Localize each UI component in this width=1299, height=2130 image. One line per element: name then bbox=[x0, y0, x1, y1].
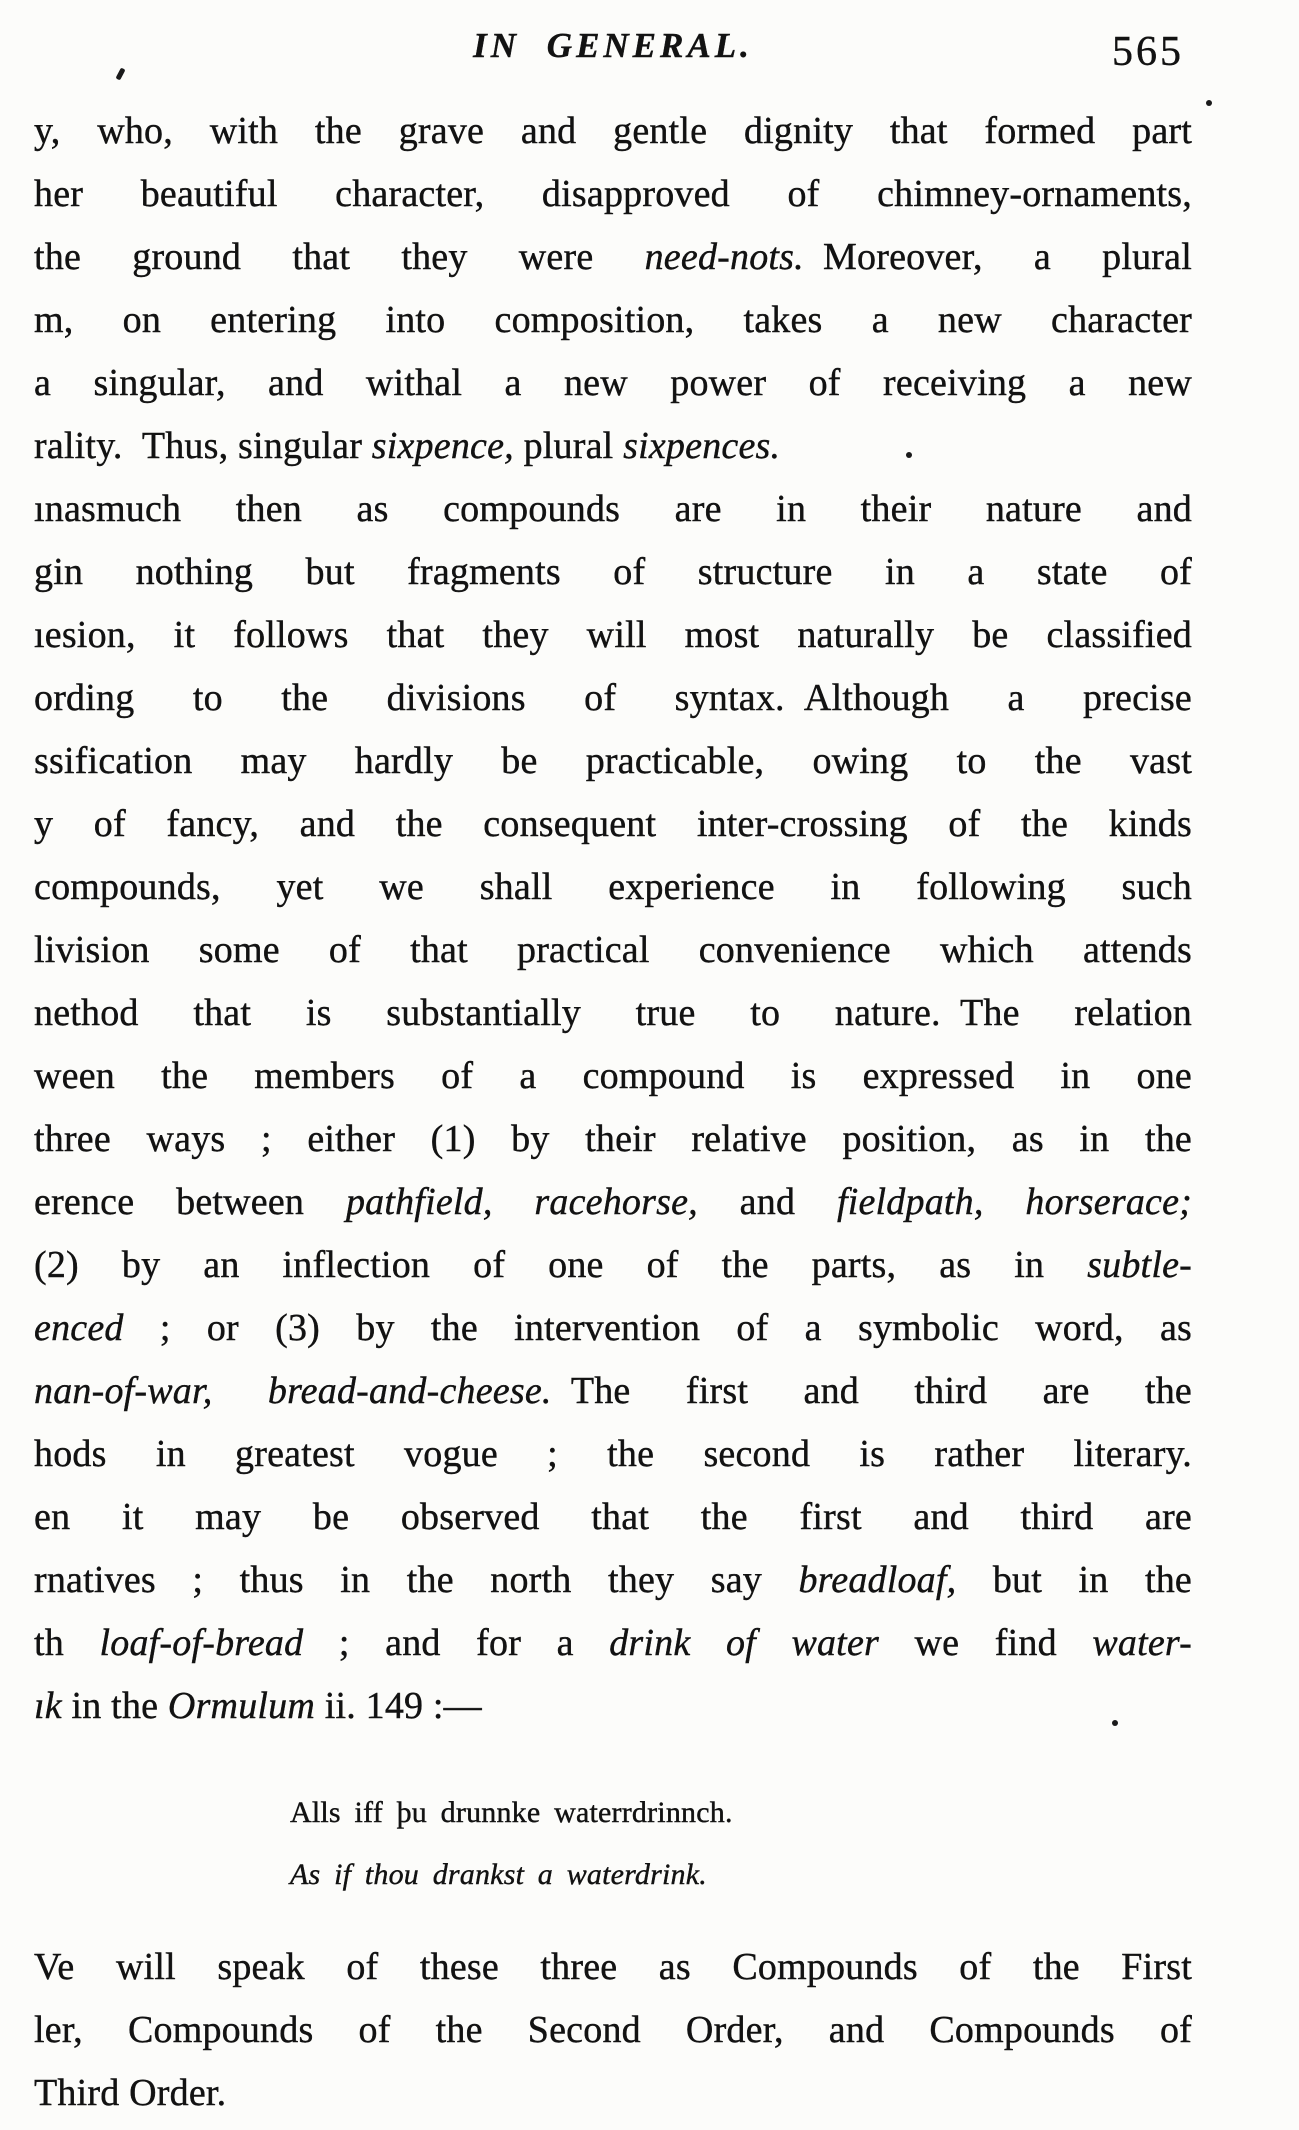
italic-text: horserace; bbox=[1025, 1181, 1193, 1223]
text-run: ınasmuch then as compounds are in their nature and bbox=[34, 488, 1192, 530]
text-line bbox=[34, 415, 1192, 478]
text-run: gin nothing but fragments of structure in a state of bbox=[34, 551, 1192, 593]
text-run: Moreover, a plural bbox=[803, 236, 1192, 278]
text-run: ii. 149 :— bbox=[315, 1685, 482, 1727]
text-line bbox=[34, 2062, 1192, 2125]
text-run: rality. Thus, singular bbox=[34, 425, 372, 467]
italic-text: enced bbox=[34, 1307, 124, 1349]
text-line bbox=[34, 1045, 1192, 1108]
text-run: Ve will speak of these three as Compounds of the First bbox=[34, 1946, 1192, 1988]
text-run: and bbox=[697, 1181, 837, 1223]
text-line bbox=[34, 1612, 1192, 1675]
text-line bbox=[34, 1171, 1192, 1234]
text-line bbox=[34, 1234, 1192, 1297]
text-run: ording to the divisions of syntax. Although a precise bbox=[34, 677, 1192, 719]
text-line bbox=[34, 1108, 1192, 1171]
text-line bbox=[34, 793, 1192, 856]
text-run: the ground that they were bbox=[34, 236, 645, 278]
text-line bbox=[34, 1999, 1192, 2062]
italic-text: As if thou drankst a waterdrink. bbox=[290, 1858, 707, 1891]
ink-speck bbox=[1112, 1720, 1118, 1726]
italic-text: breadloaf, bbox=[798, 1559, 957, 1601]
text-run: in the bbox=[61, 1685, 168, 1727]
text-run: ; and for a bbox=[303, 1622, 610, 1664]
page-title: IN GENERAL. bbox=[473, 26, 753, 65]
italic-text: loaf-of-bread bbox=[99, 1622, 304, 1664]
text-run: y, who, with the grave and gentle dignity that formed part bbox=[34, 110, 1192, 152]
text-run: Third Order. bbox=[34, 2072, 227, 2114]
text-line bbox=[34, 226, 1192, 289]
text-run: Alls iff þu drunnke waterrdrinnch. bbox=[290, 1796, 733, 1829]
text-run: but in the bbox=[956, 1559, 1192, 1601]
text-line bbox=[34, 100, 1192, 163]
text-line bbox=[290, 1782, 1192, 1844]
text-run: rnatives ; thus in the north they say bbox=[34, 1559, 799, 1601]
text-line bbox=[34, 667, 1192, 730]
text-run: m, on entering into composition, takes a new character bbox=[34, 299, 1192, 341]
text-line bbox=[34, 163, 1192, 226]
text-run: ıesion, it follows that they will most naturally be classified bbox=[34, 614, 1192, 656]
text-run: hods in greatest vogue ; the second is rather literary. bbox=[34, 1433, 1192, 1475]
italic-text: ık bbox=[34, 1685, 62, 1727]
text-line bbox=[34, 1423, 1192, 1486]
text-run: The first and third are the bbox=[551, 1370, 1192, 1412]
text-run: livision some of that practical convenience which attends bbox=[34, 929, 1192, 971]
italic-text: pathfield, bbox=[345, 1181, 493, 1223]
paragraph bbox=[34, 100, 1192, 478]
italic-text: Ormulum bbox=[167, 1685, 315, 1727]
running-head bbox=[34, 26, 1192, 86]
text-run: ssification may hardly be practicable, owing to the vast bbox=[34, 740, 1192, 782]
text-line bbox=[34, 289, 1192, 352]
text-line bbox=[34, 352, 1192, 415]
text-run bbox=[213, 1370, 268, 1412]
text-line bbox=[34, 982, 1192, 1045]
text-run: (2) by an inflection of one of the parts, as in bbox=[34, 1244, 1088, 1286]
italic-text: racehorse, bbox=[534, 1181, 698, 1223]
text-run: ween the members of a compound is expressed in one bbox=[34, 1055, 1192, 1097]
text-block bbox=[34, 100, 1192, 2125]
text-line bbox=[34, 730, 1192, 793]
text-run: ler, Compounds of the Second Order, and Compounds of bbox=[34, 2009, 1192, 2051]
text-line bbox=[290, 1844, 1192, 1906]
italic-text: sixpences. bbox=[623, 425, 781, 467]
text-line bbox=[34, 478, 1192, 541]
paragraph bbox=[34, 478, 1192, 1738]
ink-speck bbox=[906, 452, 912, 458]
text-line bbox=[34, 604, 1192, 667]
text-line bbox=[34, 856, 1192, 919]
text-line bbox=[34, 1675, 1192, 1738]
text-line bbox=[34, 1486, 1192, 1549]
italic-text: need-nots. bbox=[644, 236, 804, 278]
text-run: en it may be observed that the first and third are bbox=[34, 1496, 1192, 1538]
text-run bbox=[984, 1181, 1026, 1223]
ink-speck bbox=[1206, 100, 1212, 106]
text-line bbox=[34, 1936, 1192, 1999]
text-line bbox=[34, 1297, 1192, 1360]
text-line bbox=[34, 1360, 1192, 1423]
italic-text: sixpence, bbox=[371, 425, 514, 467]
page-number: 565 bbox=[1112, 29, 1184, 75]
text-run: her beautiful character, disapproved of chimney-ornaments, bbox=[34, 173, 1192, 215]
text-run: th bbox=[34, 1622, 100, 1664]
text-line bbox=[34, 541, 1192, 604]
italic-text: subtle- bbox=[1087, 1244, 1192, 1286]
text-run: y of fancy, and the consequent inter-crossing of the kinds bbox=[34, 803, 1192, 845]
quote-block bbox=[290, 1782, 1192, 1906]
italic-text: fieldpath, bbox=[836, 1181, 984, 1223]
italic-text: bread-and-cheese. bbox=[267, 1370, 552, 1412]
italic-text: nan-of-war, bbox=[34, 1370, 213, 1412]
text-run: we find bbox=[879, 1622, 1093, 1664]
text-run: compounds, yet we shall experience in following such bbox=[34, 866, 1192, 908]
text-run: a singular, and withal a new power of receiving a new bbox=[34, 362, 1192, 404]
text-line bbox=[34, 1549, 1192, 1612]
text-line bbox=[34, 919, 1192, 982]
text-run: erence between bbox=[34, 1181, 346, 1223]
text-run bbox=[493, 1181, 535, 1223]
italic-text: drink of water bbox=[609, 1622, 879, 1664]
paragraph bbox=[34, 1936, 1192, 2125]
text-run: three ways ; either (1) by their relative position, as in the bbox=[34, 1118, 1192, 1160]
italic-text: water- bbox=[1092, 1622, 1192, 1664]
text-run: ; or (3) by the intervention of a symbolic word, as bbox=[123, 1307, 1192, 1349]
text-run: plural bbox=[513, 425, 624, 467]
text-run: nethod that is substantially true to nature. The relation bbox=[34, 992, 1192, 1034]
